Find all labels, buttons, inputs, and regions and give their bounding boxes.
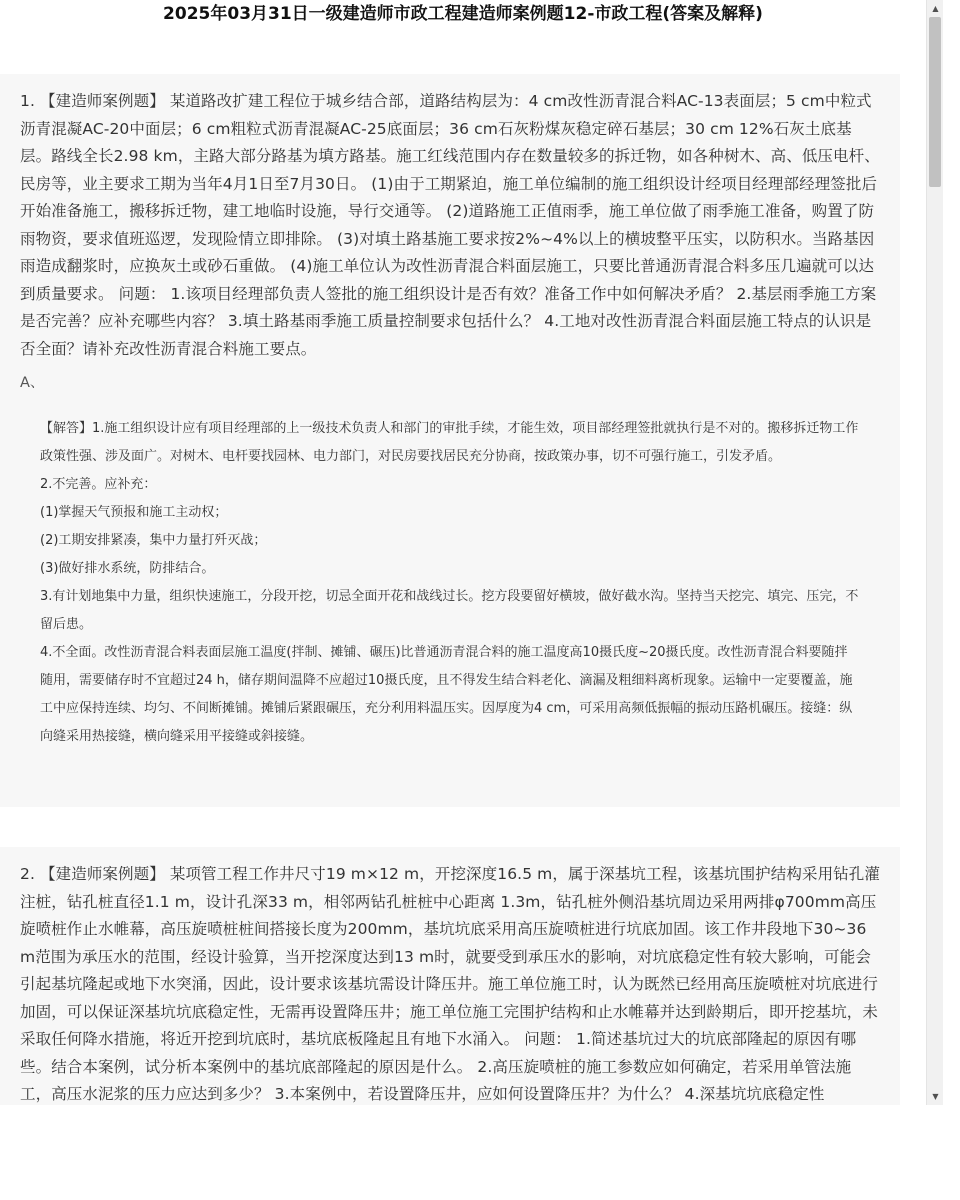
answer-paragraph: (1)掌握天气预报和施工主动权；	[40, 505, 228, 520]
question-2-body: 【建造师案例题】 某项管工程工作井尺寸19 m×12 m，开挖深度16.5 m，属于深基坑工程，该基坑围护结构采用钻孔灌注桩，钻孔桩直径1.1 m，设计孔深33 m，相邻两钻孔桩桩中心距离 1.3m，钻孔桩外侧沿基坑周边采用两排φ700mm高压旋喷桩作止水帷幕，高压旋喷桩桩间搭接长度为200mm，基坑坑底采用高压旋喷桩进行坑底加固。该工作井段地下30~36 m范围为承压水的范围，经设计验算，当开挖深度达到13 m时，就要受到承压水的影响，对坑底稳定性有较大影响，可能会引起基坑隆起或地下水突涌，因此，设计要求该基坑需设计降压井。施工单位施工时，认为既然已经用高压旋喷桩对坑底进行加固，可以保证深基坑坑底稳定性，无需再设置降压井；施工单位施工完围护结构和止水帷幕并达到龄期后，即开挖基坑，未采取任何降水措施，将近开挖到坑底时，基坑底板隆起且有地下水涌入。 问题： 1.简述基坑过大的坑底部隆起的原因有哪些。结合本案例，试分析本案例中的基坑底部隆起的原因是什么。 2.高压旋喷桩的施工参数应如何确定，若采用单管法施工，高压水泥浆的压力应达到多少？ 3.本案例中，若设置降压井，应如何设置降压井？为什么？ 4.深基坑坑底稳定性	[20, 865, 880, 1103]
answer-option-a: A、	[20, 375, 45, 391]
question-1-body: 【建造师案例题】 某道路改扩建工程位于城乡结合部，道路结构层为：4 cm改性沥青混合料AC-13表面层；5 cm中粒式沥青混凝AC-20中面层；6 cm粗粒式沥青混凝AC-25底面层；36 cm石灰粉煤灰稳定碎石基层；30 cm 12%石灰土底基层。路线全长2.98 km，主路大部分路基为填方路基。施工红线范围内存在数量较多的拆迁物，如各种树木、高、低压电杆、民房等，业主要求工期为当年4月1日至7月30日。 (1)由于工期紧迫，施工单位编制的施工组织设计经项目经理部经理签批后开始准备施工，搬移拆迁物，建工地临时设施，导行交通等。 (2)道路施工正值雨季，施工单位做了雨季施工准备，购置了防雨物资，要求值班巡逻，发现险情立即排除。 (3)对填土路基施工要求按2%~4%以上的横坡整平压实，以防积水。当路基因雨造成翻浆时，应换灰土或砂石重做。 (4)施工单位认为改性沥青混合料面层施工，只要比普通沥青混合料多压几遍就可以达到质量要求。 问题： 1.该项目经理部负责人签批的施工组织设计是否有效？准备工作中如何解决矛盾？ 2.基层雨季施工方案是否完善？应补充哪些内容？ 3.填土路基雨季施工质量控制要求包括什么？ 4.工地对改性沥青混合料面层施工特点的认识是否全面？请补充改性沥青混合料施工要点。	[20, 92, 880, 358]
scroll-down-arrow-icon[interactable]: ▼	[932, 1092, 939, 1101]
question-2-number: 2.	[20, 865, 35, 883]
answer-paragraph: 【解答】1.施工组织设计应有项目经理部的上一级技术负责人和部门的审批手续，才能生效，项目部经理签批就执行是不对的。搬移拆迁物工作政策性强、涉及面广。对树木、电杆要找园林、电力部门，对民房要找居民充分协商，按政策办事，切不可强行施工，引发矛盾。	[40, 421, 859, 464]
vertical-scrollbar[interactable]	[926, 0, 943, 1105]
answer-paragraph: (3)做好排水系统，防排结合。	[40, 561, 215, 576]
question-card-1	[0, 74, 900, 807]
question-1-text	[20, 88, 880, 363]
answer-paragraph: 3.有计划地集中力量，组织快速施工，分段开挖，切忌全面开花和战线过长。挖方段要留好横坡，做好截水沟。坚持当天挖完、填完、压完，不留后患。	[40, 589, 859, 632]
answer-explanation	[40, 415, 880, 751]
scroll-up-arrow-icon[interactable]: ▲	[932, 4, 939, 13]
scrollbar-thumb[interactable]	[929, 17, 941, 187]
question-2-text	[20, 861, 880, 1105]
page-bottom-area	[0, 1105, 960, 1200]
answer-paragraph: (2)工期安排紧凑，集中力量打歼灭战；	[40, 533, 267, 548]
answer-paragraph: 4.不全面。改性沥青混合料表面层施工温度(拌制、摊铺、碾压)比普通沥青混合料的施工温度高10摄氏度~20摄氏度。改性沥青混合料要随拌随用，需要储存时不宜超过24 h，储存期间温降不应超过10摄氏度，且不得发生结合料老化、滴漏及粗细料离析现象。运输中一定要覆盖，施工中应保持连续、均匀、不间断摊铺。摊铺后紧跟碾压，充分利用料温压实。因厚度为4 cm，可采用高频低振幅的振动压路机碾压。接缝：纵向缝采用热接缝，横向缝采用平接缝或斜接缝。	[40, 645, 853, 744]
answer-paragraph: 2.不完善。应补充：	[40, 477, 157, 492]
question-1-number: 1.	[20, 92, 35, 110]
page-title: 2025年03月31日一级建造师市政工程建造师案例题12-市政工程(答案及解释)	[163, 4, 763, 24]
question-card-2	[0, 847, 900, 1105]
